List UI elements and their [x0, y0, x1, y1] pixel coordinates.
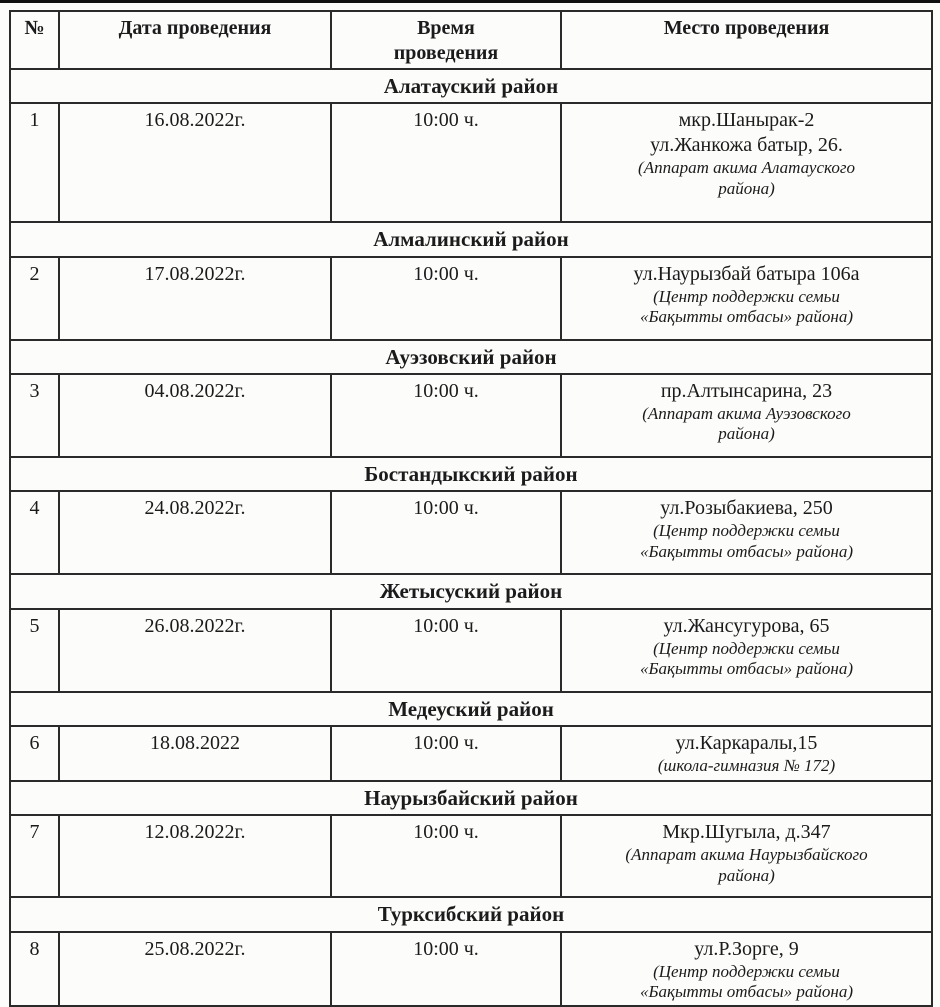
table-row — [10, 609, 932, 692]
column-header-num: № — [10, 11, 59, 69]
address-line: мкр.Шанырак-2 — [678, 109, 815, 132]
address-line: ул.Жансугурова, 65 — [663, 614, 830, 637]
place-note-line: «Бақытты отбасы» района) — [639, 307, 854, 327]
row-number-cell: 3 — [10, 374, 59, 457]
table-row — [10, 932, 932, 1006]
address-line: ул.Каркаралы,15 — [675, 732, 818, 755]
place-cell — [561, 374, 932, 457]
address-line: пр.Алтынсарина, 23 — [660, 380, 833, 403]
district-section-header: Медеуский район — [10, 692, 932, 726]
table-row — [10, 374, 932, 457]
column-header-place: Место проведения — [561, 11, 932, 69]
time-cell: 10:00 ч. — [331, 726, 561, 781]
time-cell: 10:00 ч. — [331, 491, 561, 574]
district-section-header: Турксибский район — [10, 897, 932, 931]
time-cell: 10:00 ч. — [331, 932, 561, 1006]
table-row — [10, 815, 932, 897]
place-note-line: «Бақытты отбасы» района) — [639, 659, 854, 679]
address-line: ул.Р.Зорге, 9 — [694, 937, 799, 960]
place-cell — [561, 491, 932, 574]
district-section-row — [10, 897, 932, 931]
table-row — [10, 257, 932, 340]
place-cell — [561, 103, 932, 222]
place-note-line: района) — [718, 865, 775, 885]
place-note-line: (Центр поддержки семьи — [653, 521, 840, 541]
date-cell: 25.08.2022г. — [59, 932, 331, 1006]
place-note-line: (Центр поддержки семьи — [653, 961, 840, 981]
district-section-header: Алатауский район — [10, 69, 932, 103]
address-line: Мкр.Шугыла, д.347 — [662, 821, 831, 844]
place-note-line: «Бақытты отбасы» района) — [639, 541, 854, 561]
date-cell: 18.08.2022 — [59, 726, 331, 781]
time-cell: 10:00 ч. — [331, 609, 561, 692]
place-cell — [561, 815, 932, 897]
district-section-header: Жетысуский район — [10, 574, 932, 608]
district-section-header: Бостандыкский район — [10, 457, 932, 491]
place-cell — [561, 257, 932, 340]
time-cell: 10:00 ч. — [331, 374, 561, 457]
date-cell: 16.08.2022г. — [59, 103, 331, 222]
column-header-time — [331, 11, 561, 69]
place-cell — [561, 609, 932, 692]
place-note-line: (Центр поддержки семьи — [653, 638, 840, 658]
row-number-cell: 1 — [10, 103, 59, 222]
date-cell: 26.08.2022г. — [59, 609, 331, 692]
column-header-date: Дата проведения — [59, 11, 331, 69]
place-note-line: (Аппарат акима Алатауского — [638, 158, 855, 178]
place-note-line: района) — [718, 424, 775, 444]
place-note-line: (школа-гимназия № 172) — [657, 756, 836, 776]
address-line: ул.Розыбакиева, 250 — [660, 497, 833, 520]
place-note-line: (Аппарат акима Наурызбайского — [625, 845, 868, 865]
place-note-line: «Бақытты отбасы» района) — [639, 982, 854, 1002]
date-cell: 12.08.2022г. — [59, 815, 331, 897]
row-number-cell: 6 — [10, 726, 59, 781]
district-section-row — [10, 692, 932, 726]
place-cell — [561, 932, 932, 1006]
district-section-header: Ауэзовский район — [10, 340, 932, 374]
table-row — [10, 491, 932, 574]
district-section-row — [10, 69, 932, 103]
row-number-cell: 2 — [10, 257, 59, 340]
table-header-row — [10, 11, 932, 69]
table-row — [10, 726, 932, 781]
place-note-line: района) — [718, 178, 775, 198]
date-cell: 04.08.2022г. — [59, 374, 331, 457]
column-header-time-label: Время проведения — [393, 17, 499, 64]
time-cell: 10:00 ч. — [331, 815, 561, 897]
address-line: ул.Наурызбай батыра 106а — [633, 262, 860, 285]
date-cell: 17.08.2022г. — [59, 257, 331, 340]
row-number-cell: 4 — [10, 491, 59, 574]
place-note-line: (Аппарат акима Ауэзовского — [642, 404, 851, 424]
row-number-cell: 8 — [10, 932, 59, 1006]
district-section-header: Наурызбайский район — [10, 781, 932, 815]
place-note-line: (Центр поддержки семьи — [653, 286, 840, 306]
district-section-row — [10, 222, 932, 256]
district-section-row — [10, 457, 932, 491]
district-section-row — [10, 781, 932, 815]
row-number-cell: 5 — [10, 609, 59, 692]
date-cell: 24.08.2022г. — [59, 491, 331, 574]
top-edge-line — [0, 0, 940, 3]
table-row — [10, 103, 932, 222]
schedule-table — [9, 10, 933, 1007]
row-number-cell: 7 — [10, 815, 59, 897]
address-line: ул.Жанкожа батыр, 26. — [650, 134, 843, 157]
district-section-header: Алмалинский район — [10, 222, 932, 256]
time-cell: 10:00 ч. — [331, 103, 561, 222]
place-cell — [561, 726, 932, 781]
district-section-row — [10, 574, 932, 608]
time-cell: 10:00 ч. — [331, 257, 561, 340]
district-section-row — [10, 340, 932, 374]
